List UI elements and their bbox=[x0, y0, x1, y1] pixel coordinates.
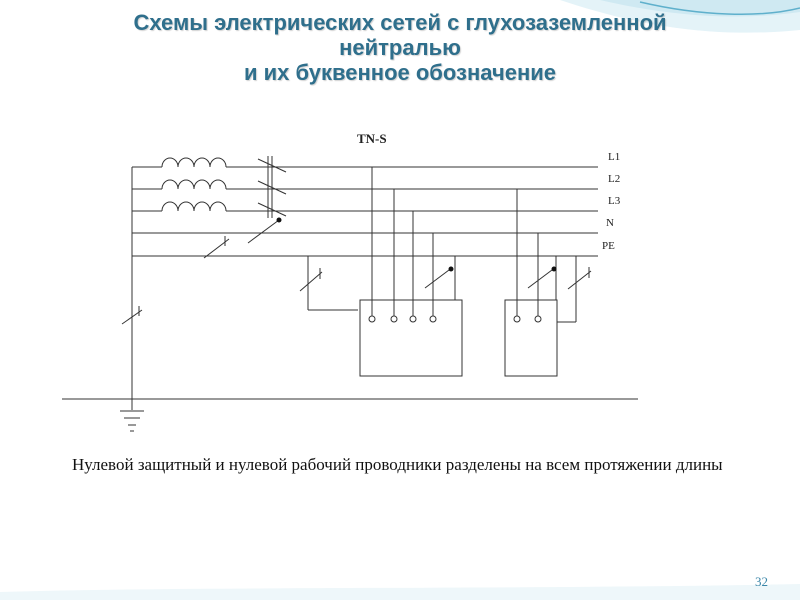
load-2-switch-pivot bbox=[552, 267, 557, 272]
title-line-3: и их буквенное обозначение bbox=[243, 60, 557, 85]
conductor-label-l1: L1 bbox=[608, 151, 621, 163]
conductor-label-l3: L3 bbox=[608, 195, 621, 207]
title-line-1: Схемы электрических сетей с глухозаземленной bbox=[133, 10, 667, 35]
load-1-switch-pivot bbox=[449, 267, 454, 272]
load-2-box bbox=[505, 300, 557, 376]
load-2-pe-switch-blade bbox=[528, 270, 552, 288]
load-1-terminal-3 bbox=[410, 316, 416, 322]
load-2-ground-switch-blade bbox=[568, 271, 591, 289]
load-1-terminal-2 bbox=[391, 316, 397, 322]
load-1-terminal-4 bbox=[430, 316, 436, 322]
load-1-box bbox=[360, 300, 462, 376]
neutral-switch-pivot bbox=[277, 218, 282, 223]
winding-l1-coil bbox=[162, 158, 226, 167]
load-1-terminal-1 bbox=[369, 316, 375, 322]
winding-l2-coil bbox=[162, 180, 226, 189]
conductor-label-l2: L2 bbox=[608, 173, 621, 185]
system-label: TN-S bbox=[357, 131, 387, 146]
enclosure-ground-switch-blade bbox=[300, 272, 322, 291]
load-2-terminal-1 bbox=[514, 316, 520, 322]
load-2-terminal-2 bbox=[535, 316, 541, 322]
load-1-pe-switch-blade bbox=[425, 270, 449, 288]
title-line-2: нейтралью bbox=[339, 35, 461, 60]
slide-caption: Нулевой защитный и нулевой рабочий проводники разделены на всем протяжении длины bbox=[72, 455, 723, 474]
conductor-label-n: N bbox=[606, 217, 614, 229]
page-number: 32 bbox=[755, 574, 768, 589]
conductor-label-pe: PE bbox=[602, 240, 615, 252]
neutral-switch-blade bbox=[248, 220, 279, 243]
winding-l3-coil bbox=[162, 202, 226, 211]
